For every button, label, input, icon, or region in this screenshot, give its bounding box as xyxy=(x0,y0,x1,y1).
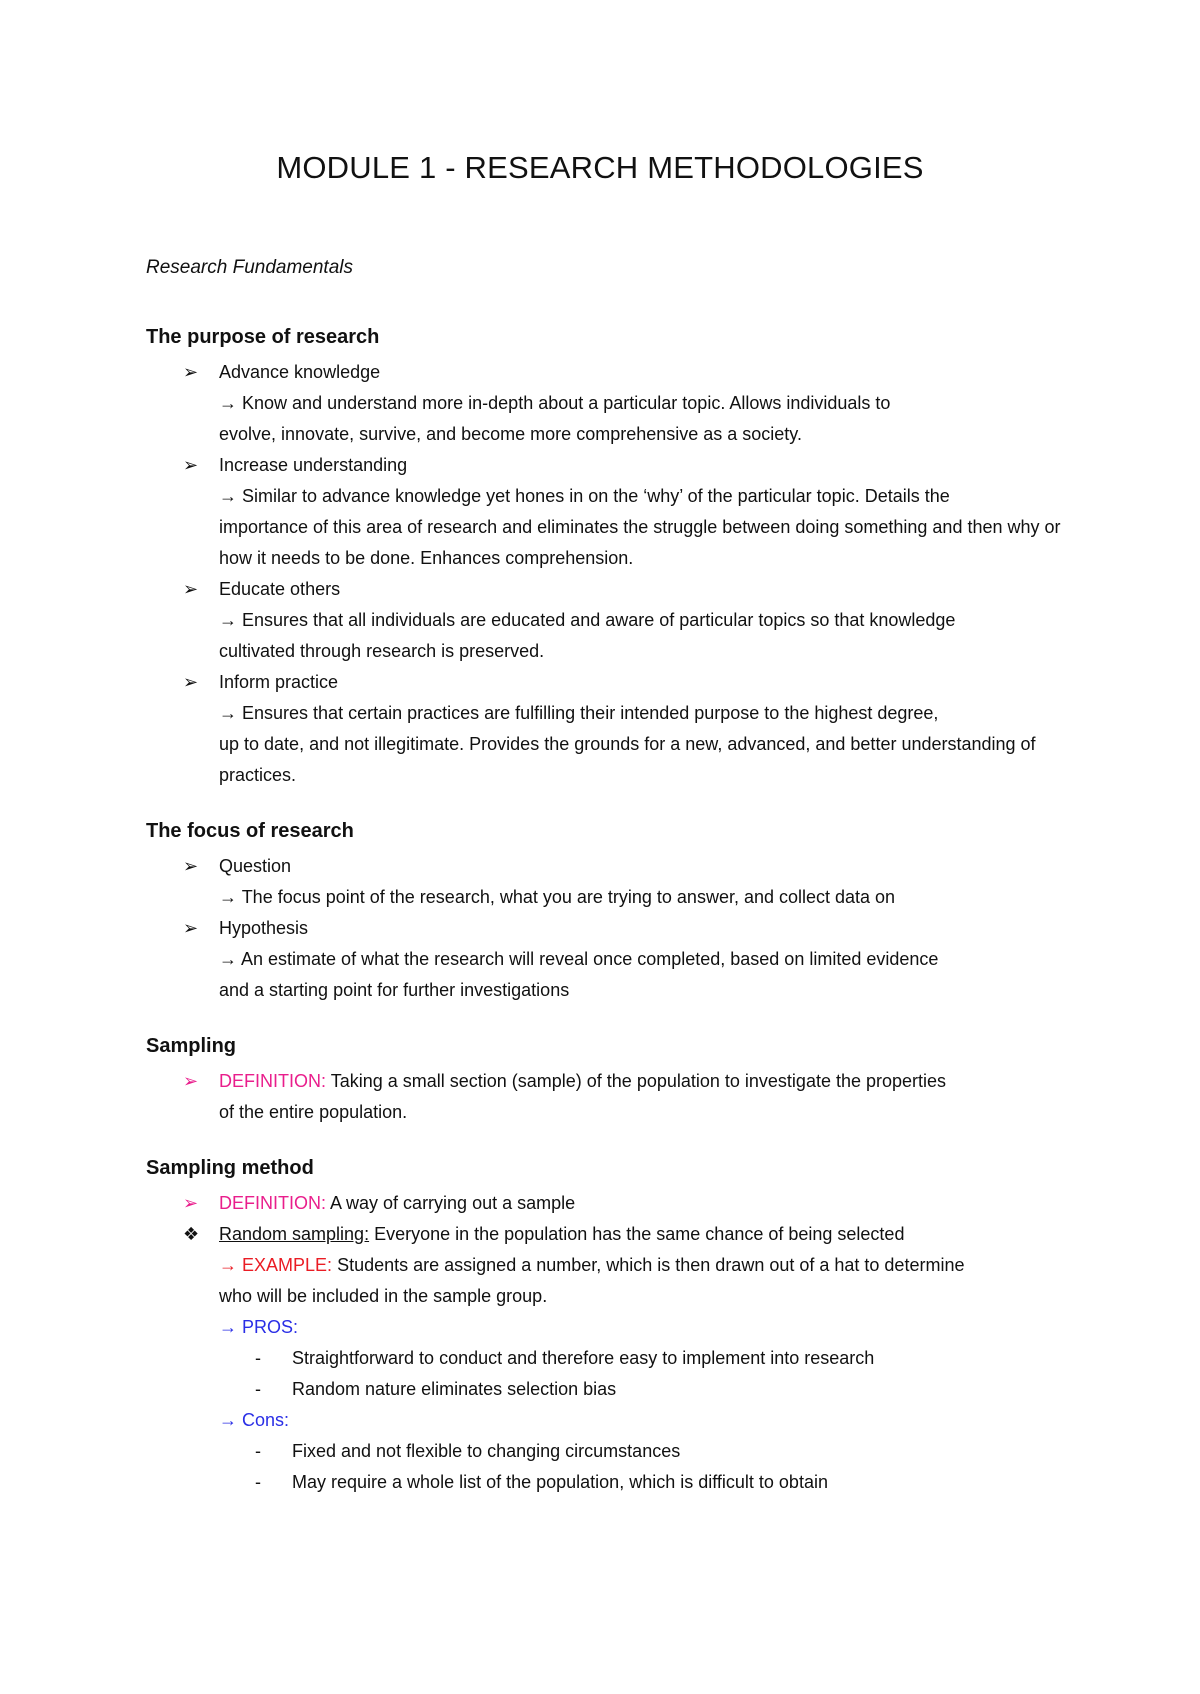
dash-bullet-icon: - xyxy=(255,1348,261,1368)
section-heading: The purpose of research xyxy=(146,326,380,348)
item-description: → Know and understand more in-depth about a particular topic. Allows individuals to evolve, innovate, survive, and become more comprehensive as a society. xyxy=(219,393,891,444)
list-item xyxy=(146,574,1066,667)
arrow-icon: → xyxy=(219,949,237,969)
arrowhead-bullet-icon: ➢ xyxy=(183,918,199,938)
definition-text: Taking a small section (sample) of the population to investigate the properties xyxy=(330,1071,947,1091)
item-label: Advance knowledge xyxy=(219,362,381,382)
section-purpose xyxy=(146,323,1066,791)
arrowhead-bullet-icon: ➢ xyxy=(183,672,199,692)
list-item xyxy=(146,1066,1066,1128)
item-label: Hypothesis xyxy=(219,918,309,938)
document-body xyxy=(146,323,1066,1524)
item-label: Question xyxy=(219,856,292,876)
arrow-icon: → xyxy=(219,1255,237,1275)
item-label: Educate others xyxy=(219,579,341,599)
section-sampling xyxy=(146,1032,1066,1128)
random-sampling-label: Random sampling: xyxy=(219,1224,370,1244)
definition-text: A way of carrying out a sample xyxy=(330,1193,576,1213)
item-description: → The focus point of the research, what you are trying to answer, and collect data on xyxy=(219,887,896,907)
cons-heading xyxy=(146,1405,1066,1436)
dash-bullet-icon: - xyxy=(255,1472,261,1492)
cons-item: - Fixed and not flexible to changing circumstances xyxy=(146,1436,1066,1467)
item-description: → An estimate of what the research will reveal once completed, based on limited evidence and a starting point for further investigations xyxy=(219,949,939,1000)
example-text: Students are assigned a number, which is then drawn out of a hat to determine xyxy=(337,1255,965,1275)
item-label: Inform practice xyxy=(219,672,339,692)
section-focus xyxy=(146,817,1066,1006)
arrow-icon: → xyxy=(219,703,237,723)
section-heading: Sampling method xyxy=(146,1157,314,1179)
pros-heading xyxy=(146,1312,1066,1343)
arrowhead-bullet-icon: ➢ xyxy=(183,1193,199,1213)
arrow-icon: → xyxy=(219,486,237,506)
list-item xyxy=(146,913,1066,1006)
page-title: MODULE 1 - RESEARCH METHODOLOGIES xyxy=(276,150,924,185)
item-description: → Similar to advance knowledge yet hones in on the ‘why’ of the particular topic. Details the importance of this area of research and eliminates the struggle between doing something and then why or how it needs to be done. Enhances comprehension. xyxy=(219,486,1061,568)
example-label: EXAMPLE: xyxy=(242,1255,333,1275)
arrow-icon: → xyxy=(219,887,237,907)
item-label: Increase understanding xyxy=(219,455,408,475)
definition-label: DEFINITION: xyxy=(219,1193,326,1213)
arrowhead-bullet-icon: ➢ xyxy=(183,1071,199,1091)
dash-bullet-icon: - xyxy=(255,1441,261,1461)
arrow-icon: → xyxy=(219,393,237,413)
list-item xyxy=(146,851,1066,913)
arrow-icon: → xyxy=(219,610,237,630)
example-text-continued: who will be included in the sample group. xyxy=(219,1286,548,1306)
definition-text-continued: of the entire population. xyxy=(219,1102,408,1122)
section-sampling-method xyxy=(146,1154,1066,1498)
page-subtitle: Research Fundamentals xyxy=(146,257,353,278)
item-description: → Ensures that all individuals are educated and aware of particular topics so that knowledge cultivated through research is preserved. xyxy=(219,610,956,661)
arrowhead-bullet-icon: ➢ xyxy=(183,856,199,876)
arrowhead-bullet-icon: ➢ xyxy=(183,579,199,599)
cons-label: Cons: xyxy=(242,1410,290,1430)
list-item xyxy=(146,1188,1066,1219)
arrowhead-bullet-icon: ➢ xyxy=(183,455,199,475)
list-item xyxy=(146,1219,1066,1312)
arrowhead-bullet-icon: ➢ xyxy=(183,362,199,382)
cons-item: - May require a whole list of the population, which is difficult to obtain xyxy=(146,1467,1066,1498)
section-heading: The focus of research xyxy=(146,820,354,842)
pros-item: - Straightforward to conduct and therefore easy to implement into research xyxy=(146,1343,1066,1374)
dash-bullet-icon: - xyxy=(255,1379,261,1399)
section-heading: Sampling xyxy=(146,1035,237,1057)
diamond-bullet-icon: ❖ xyxy=(183,1224,200,1244)
random-sampling-text: Everyone in the population has the same chance of being selected xyxy=(374,1224,905,1244)
definition-label: DEFINITION: xyxy=(219,1071,326,1091)
item-description: → Ensures that certain practices are fulfilling their intended purpose to the highest degree, up to date, and not illegitimate. Provides the grounds for a new, advanced, and better understanding of practices. xyxy=(219,703,1036,785)
list-item xyxy=(146,667,1066,791)
arrow-icon: → xyxy=(219,1410,237,1430)
list-item xyxy=(146,450,1066,574)
pros-label: PROS: xyxy=(242,1317,299,1337)
list-item xyxy=(146,357,1066,450)
arrow-icon: → xyxy=(219,1317,237,1337)
pros-item: - Random nature eliminates selection bias xyxy=(146,1374,1066,1405)
